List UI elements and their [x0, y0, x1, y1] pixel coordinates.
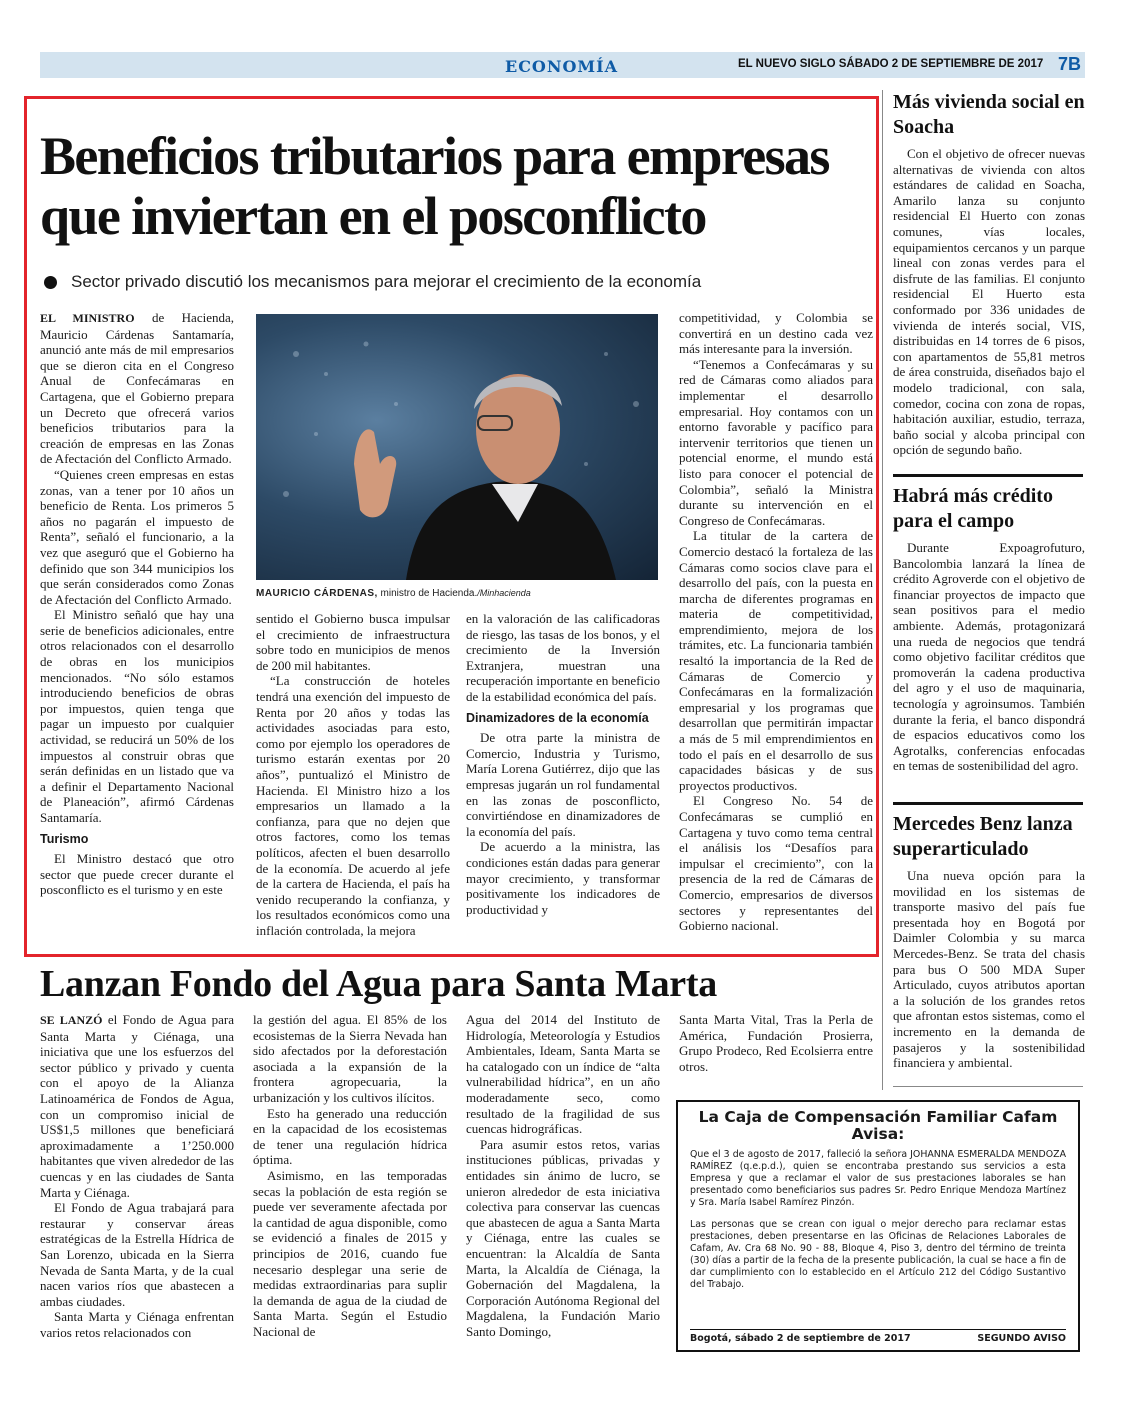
- paragraph: Asimismo, en las temporadas secas la población de esta región se puede ver severamente afectada por la cantidad de agua disponible, como se evidenció a finales de 2015 y principios de 2016, cuando fue necesario desplegar una serie de medidas extraordinarias para suplir la demanda de agua de la ciudad de Santa Marta. Según el Estudio Nacional de: [253, 1167, 447, 1339]
- notice-title: La Caja de Compensación Familiar Cafam Avisa:: [698, 1108, 1058, 1143]
- paragraph: Para asumir estos retos, varias instituciones públicas, privadas y entidades sin ánimo de lucro, se unieron alrededor de esta iniciativa colectiva para conservar las cuencas que abastecen de agua a Santa Marta y Ciénaga, entre las cuales se encuentran: la Alcaldía de Santa Marta, la Alcaldía de Ciénaga, la Gobernación del Magdalena, la Corporación Autónoma Regional del Magdalena, la Fundación Mario Santo Domingo,: [466, 1136, 660, 1339]
- paragraph: “Tenemos a Confecámaras y su red de Cámaras como aliados para implementar el desarrollo empresarial. Hoy contamos con un entorno favorable y pacífico para intervenir territorios que tienen un potencial enorme, el mundo está listo para conocer el potencial de Colombia”, señaló la Ministra durante su intervención en el Congreso de Confecámaras.: [679, 356, 873, 528]
- paragraph: De acuerdo a la ministra, las condiciones están dadas para generar mayor crecimiento, y transformar positivamente los indicadores de productividad y: [466, 839, 660, 917]
- paragraph: competitividad, y Colombia se convertirá en un destino cada vez más interesante para la inversión.: [679, 310, 873, 357]
- photo-illustration: [256, 314, 658, 580]
- sidebar-separator: [893, 802, 1083, 805]
- photo-credit: /Minhacienda: [477, 588, 531, 598]
- paragraph: la gestión del agua. El 85% de los ecosistemas de la Sierra Nevada han sido afectados por la deforestación asociada a la expansión de la frontera agropecuaria, la urbanización y los cultivos ilícitos.: [253, 1012, 447, 1105]
- notice-paragraph: Las personas que se crean con igual o mejor derecho para reclamar estas prestaciones, deben presentarse en las Oficinas de Relaciones Laborales de Cafam, Av. Cra 68 No. 90 - 88, Bloque 4, Piso 3, dentro del término de treinta (30) días a partir de la fecha de la presente publicación, la cual se hace a fin de dar cumplimiento con lo establecido en el Artículo 212 del Código Sustantivo del Trabajo.: [690, 1219, 1066, 1290]
- sidebar-divider: [882, 90, 883, 1090]
- main-column-4: [679, 310, 873, 945]
- paragraph: La titular de la cartera de Comercio destacó la fortaleza de las Cámaras como socios clave para el desarrollo del país, con la puesta en marcha de diferentes programas en materia de competitividad, emprendimiento, mejora de los trámites, etc. La funcionaria también resaltó la importancia de la Red de Cámaras de Comercio y Confecámaras en la formalización empresarial y los programas que desarrollan que permitirán impactar a más de 5 mil emprendimientos en todo el país en el desarrollo de sus capacidades básicas y de sus proyectos productivos.: [679, 528, 873, 793]
- sidebar-item-mercedes: [893, 812, 1085, 1080]
- cafam-notice: [676, 1100, 1080, 1352]
- paragraph: Una nueva opción para la movilidad en los sistemas de transporte masivo del país fue presentada hoy en Bogotá por Daimler Colombia y su marca Mercedes-Benz. Se trata del chasis para bus O 500 MDA Super Articulado, cuyos atributos aportan a la solución de los grandes retos que afrontan estos sistemas, como el incremento en la demanda de pasajeros y la sostenibilidad financiera y ambiental.: [893, 868, 1085, 1071]
- paragraph: Santa Marta y Ciénaga enfrentan varios retos relacionados con: [40, 1309, 234, 1340]
- lead-in: SE LANZÓ: [40, 1013, 103, 1027]
- paragraph: El Congreso No. 54 de Confecámaras se cumplió en Cartagena y tuvo como tema central el análisis los “Desafíos para impulsar el crecimiento”, con la presencia de la red de Cámaras de Comercio, empresarios de diversos sectores y representantes del Gobierno nacional.: [679, 793, 873, 934]
- caption-name: MAURICIO CÁRDENAS,: [256, 588, 378, 599]
- sidebar-end-rule: [893, 1086, 1083, 1087]
- paragraph: Santa Marta Vital, Tras la Perla de América, Fundación Prosierra, Grupo Prodeco, Red Ecolsierra entre otros.: [679, 1012, 873, 1074]
- subhead: Turismo: [40, 831, 89, 846]
- second-column-3: [466, 1012, 660, 1352]
- second-column-4: [679, 1012, 873, 1092]
- caption-text: ministro de Hacienda.: [377, 588, 478, 599]
- paper-date: EL NUEVO SIGLO SÁBADO 2 DE SEPTIEMBRE DE 2017: [738, 58, 1044, 70]
- notice-body: [690, 1149, 1066, 1291]
- paragraph: Con el objetivo de ofrecer nuevas alternativas de vivienda con altos estándares de calidad en Soacha, Amarilo lanza su conjunto residencial El Huerto con zonas comunes, vías locales, equipamientos cercanos y un parque lineal con zonas verdes para el disfrute de las familias. El conjunto residencial El Huerto esta conformado por 336 unidades de vivienda de interés social, VIS, distribuidas en 14 torres de 6 pisos, con apartamentos de 55,81 metros de área construida, diseñados bajo el modelo tradicional, con sala, comedor, cocina con zona de ropas, habitación auxiliar, estudio, terraza, baño social y alcoba principal con opción de segundo baño.: [893, 146, 1085, 458]
- paragraph: Durante Expoagrofuturo, Bancolombia lanzará la línea de crédito Agroverde con el objetivo de financiar proyectos de impacto que sean positivos para el medio ambiente. Además, protagonizará una rueda de negocios que tendrá como objetivo facilitar créditos que promoverán la cadena productiva del agro y el uso de maquinaria, tecnología y agroinsumos. También durante la feria, el banco dispondrá de espacios educativos como los Agrotalks, conferencias enfocadas en temas de sostenibilidad del agro.: [893, 540, 1085, 774]
- subhead: Dinamizadores de la economía: [466, 710, 649, 725]
- paragraph: El Ministro destacó que otro sector que puede crecer durante el posconflicto es el turismo y en este: [40, 851, 234, 898]
- paragraph: sentido el Gobierno busca impulsar el crecimiento de infraestructura sobre todo en municipios de menos de 200 mil habitantes.: [256, 611, 450, 673]
- paragraph: “Quienes creen empresas en estas zonas, van a tener por 10 años un beneficio de Renta. Los primeros 5 años no pagarán el impuesto de Renta”, señaló el funcionario, a la vez que aseguró que el Gobierno ha definido que son 344 municipios los que serán considerados como Zonas de Afectación del Conflicto Armado.: [40, 466, 234, 607]
- paragraph: “La construcción de hoteles tendrá una exención del impuesto de Renta por 20 años y todas las actividades asociadas para esto, como por ejemplo los operadores de turismo estarán exentas por 20 años”, puntualizó el Ministro de Hacienda. El Ministro hizo a los empresarios un llamado a la confianza, para que no dejen que otros factores, como los temas políticos, afecten el buen desarrollo de la economía. De acuerdo al jefe de la cartera de Hacienda, el país ha venido recuperando la confianza, y los resultados económicos como una inflación controlada, la mejora: [256, 673, 450, 938]
- paragraph: Agua del 2014 del Instituto de Hidrología, Meteorología y Estudios Ambientales, Ideam, Santa Marta se ha catalogado con un índice de “alta vulnerabilidad hídrica”, en un año moderadamente seco, como resultado de la fragilidad de sus cuencas hidrográficas.: [466, 1012, 660, 1137]
- paragraph: en la valoración de las calificadoras de riesgo, las tasas de los bonos, y el crecimiento de la Inversión Extranjera, muestran una recuperación importante en beneficio de la estabilidad económica del país.: [466, 611, 660, 704]
- deck-text: Sector privado discutió los mecanismos para mejorar el crecimiento de la economía: [71, 272, 702, 291]
- sidebar-separator: [893, 474, 1083, 477]
- minister-photo: [256, 314, 658, 580]
- notice-footer: [690, 1329, 1066, 1344]
- lead-in: EL MINISTRO: [40, 311, 135, 325]
- sidebar-body: [893, 146, 1085, 468]
- notice-date: Bogotá, sábado 2 de septiembre de 2017: [690, 1333, 911, 1344]
- sidebar-title: Habrá más crédito para el campo: [893, 485, 1053, 532]
- sidebar-body: [893, 540, 1085, 796]
- paragraph: EL MINISTRO de Hacienda, Mauricio Cárdenas Santamaría, anunció ante más de mil empresarios que se dieron cita en el Congreso Anual de Confecámaras en Cartagena, que el Gobierno prepara un Decreto que ofrecerá varios beneficios tributarios para la creación de empresas en las Zonas de Afectación del Conflicto Armado.: [40, 310, 234, 467]
- bullet-icon: [44, 276, 57, 289]
- paragraph: El Ministro señaló que hay una serie de beneficios adicionales, entre otros relacionados con el desarrollo de obras en los municipios mencionados. “No sólo estamos introduciendo beneficios de obras por impuestos, quien tenga que pagar un impuesto por cualquier actividad, se reducirá un 50% de los impuestos al construir obras que serán definidas en un listado que va a definir el Departamento Nacional de Planeación”, afirmó Cárdenas Santamaría.: [40, 607, 234, 825]
- sidebar-item-credito: [893, 484, 1085, 796]
- main-deck: [40, 272, 860, 292]
- section-name: ECONOMÍA: [505, 57, 619, 76]
- notice-label: SEGUNDO AVISO: [977, 1333, 1066, 1344]
- second-headline: Lanzan Fondo del Agua para Santa Marta: [40, 963, 717, 1005]
- paragraph: Esto ha generado una reducción en la capacidad de los ecosistemas de tener una regulación hídrica óptima.: [253, 1105, 447, 1168]
- main-column-2: [256, 611, 450, 945]
- main-column-3: [466, 611, 660, 945]
- second-column-1: [40, 1012, 234, 1352]
- second-column-2: [253, 1012, 447, 1352]
- sidebar-body: [893, 868, 1085, 1080]
- main-headline: Beneficios tributarios para empresas que inviertan en el posconflicto: [40, 126, 829, 246]
- notice-paragraph: Que el 3 de agosto de 2017, falleció la señora JOHANNA ESMERALDA MENDOZA RAMÍREZ (q.e.p.d.), quien se encontraba prestando sus servicios a esta Empresa y que a reclamar el valor de sus prestaciones laborales se han presentado como beneficiarios sus padres Sr. Pedro Enrique Mendoza Martínez y Sra. María Isabel Ramírez Pinzón.: [690, 1149, 1066, 1208]
- sidebar-item-vivienda: [893, 90, 1085, 468]
- photo-caption: [256, 588, 658, 599]
- page-number: 7B: [1058, 54, 1082, 74]
- paragraph: De otra parte la ministra de Comercio, Industria y Turismo, María Lorena Gutiérrez, dijo que las empresas jugarán un rol fundamental en las zonas de posconflicto, convirtiéndose en dinamizadores de la economía del país.: [466, 730, 660, 839]
- paragraph: El Fondo de Agua trabajará para restaurar y conservar áreas estratégicas de la Estrella Hídrica de San Lorenzo, ubicada en la Sierra Nevada de Santa Marta, y de la cual nacen varios ríos que abastecen a ambas ciudades.: [40, 1200, 234, 1309]
- paragraph: SE LANZÓ el Fondo de Agua para Santa Marta y Ciénaga, una iniciativa que une los esfuerzos del sector público y privado y cuenta con el apoyo de la Alianza Latinoamérica de Fondos de Agua, con un compromiso inicial de US$1,5 millones que beneficiará aproximadamente a 1’250.000 habitantes que viven alrededor de las cuencas y en las ciudades de Santa Marta y Ciénaga.: [40, 1012, 234, 1200]
- sidebar-title: Más vivienda social en Soacha: [893, 91, 1085, 138]
- main-column-1: [40, 310, 234, 945]
- sidebar-title: Mercedes Benz lanza superarticulado: [893, 813, 1073, 860]
